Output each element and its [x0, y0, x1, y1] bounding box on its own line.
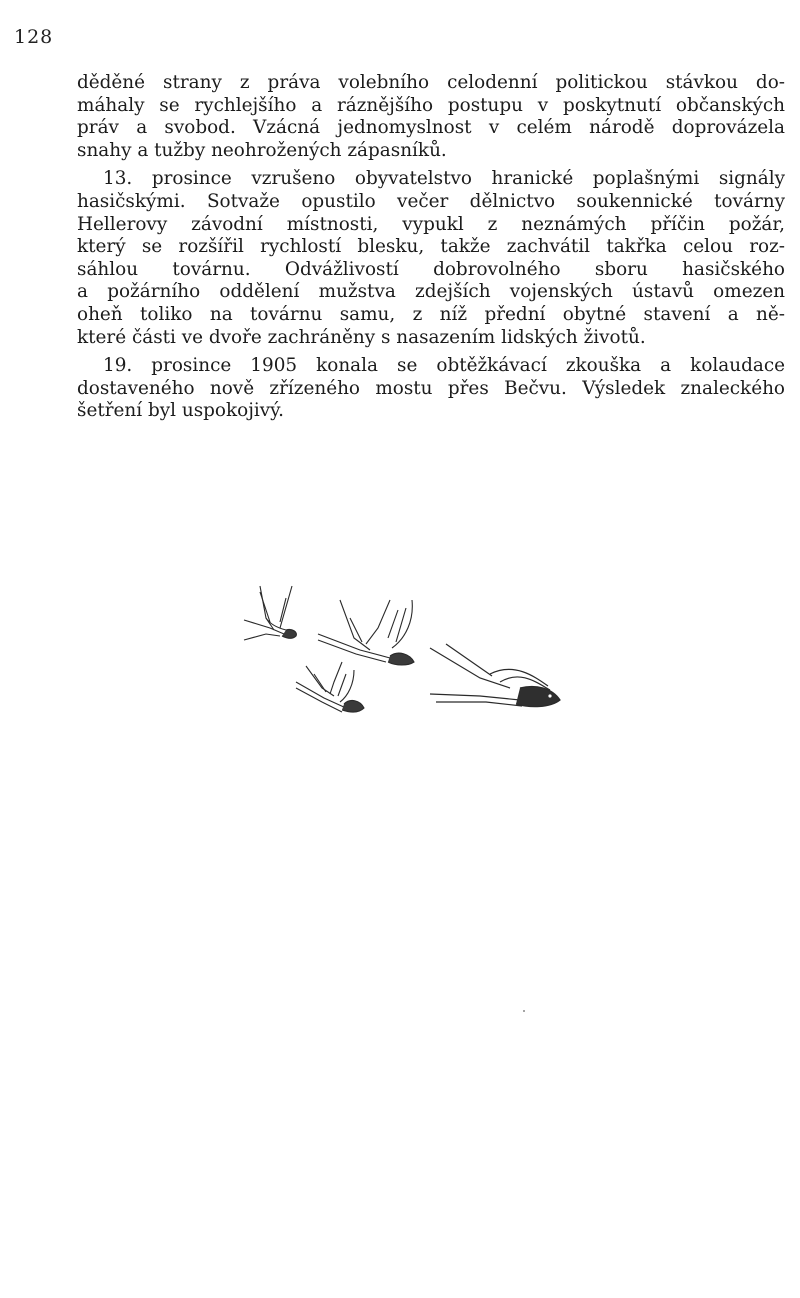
text-line: šetření byl uspokojivý.	[77, 400, 284, 422]
body-text	[77, 72, 785, 423]
paragraph-1	[77, 72, 785, 162]
swallow-icon	[296, 662, 364, 712]
swallow-icon	[318, 600, 414, 665]
page-number: 128	[14, 26, 54, 48]
swallow-icon	[430, 644, 560, 707]
text-line: 19. prosince 1905 konala se obtěžkávací zkouška a kolaudace	[103, 355, 785, 377]
text-line: a požárního oddělení mužstva zdejších vojenských ústavů omezen	[77, 281, 785, 303]
text-line: sáhlou továrnu. Odvážlivostí dobrovolného sboru hasičského	[77, 258, 785, 280]
text-line: 13. prosince vzrušeno obyvatelstvo hranické poplašnými signály	[103, 168, 785, 190]
text-line: hasičskými. Sotvaže opustilo večer dělnictvo soukennické továrny	[77, 190, 785, 212]
text-line: snahy a tužby neohrožených zápasníků.	[77, 139, 447, 161]
text-line: který se rozšířil rychlostí blesku, takže zachvátil takřka celou roz-	[77, 236, 785, 258]
paragraph-2	[77, 168, 785, 349]
text-line: dostaveného nově zřízeného mostu přes Bečvu. Výsledek znaleckého	[77, 377, 785, 399]
text-line: děděné strany z práva volebního celodenní politickou stávkou do-	[77, 72, 785, 93]
text-line: které části ve dvoře zachráněny s nasazením lidských životů.	[77, 326, 646, 348]
print-speck	[523, 1010, 525, 1012]
text-line: máhaly se rychlejšího a ráznějšího postupu v poskytnutí občanských	[77, 94, 785, 116]
paragraph-3	[77, 355, 785, 423]
swallow-icon	[244, 586, 296, 640]
text-line: práv a svobod. Vzácná jednomyslnost v celém národě doprovázela	[77, 117, 785, 139]
swallows-illustration-icon	[230, 578, 570, 728]
text-line: oheň toliko na továrnu samu, z níž přední obytné stavení a ně-	[77, 303, 785, 325]
text-line: Hellerovy závodní místnosti, vypukl z neznámých příčin požár,	[77, 213, 785, 235]
